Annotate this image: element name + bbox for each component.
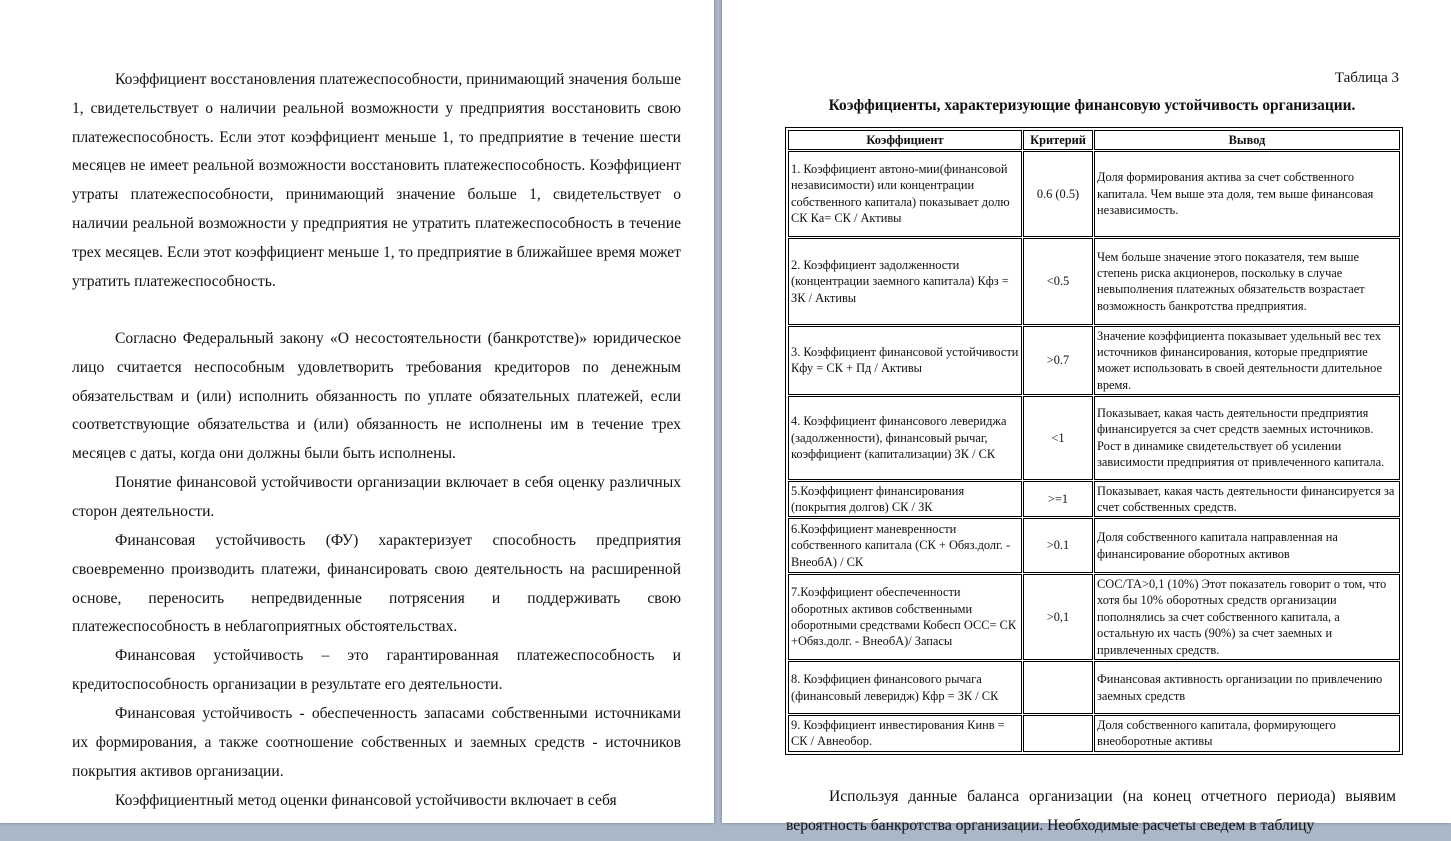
table-row <box>788 326 1400 394</box>
cell-criterion: >0,1 <box>1023 574 1093 661</box>
table-row <box>788 715 1400 752</box>
cell-coefficient: 5.Коэффициент финансирования (покрытия долгов) СК / ЗК <box>788 481 1022 517</box>
header-criterion: Критерий <box>1023 130 1093 150</box>
cell-coefficient: 7.Коэффициент обеспеченности оборотных активов собственными оборотными средствами Кобесп ОСС= СК +Обяз.долг. - ВнеобА)/ Запасы <box>788 574 1022 661</box>
table-row <box>788 396 1400 481</box>
cell-criterion <box>1023 715 1093 752</box>
paragraph-bankruptcy-law: Согласно Федеральный закону «О несостоятельности (банкротстве)» юридическое лицо считается неспособным удовлетворить требования кредиторов по денежным обязательствам и (или) исполнить обязанность по уплате обязательных платежей, если соответствующие обязательства и (или) обязанность не исполнены им в течение трех месяцев с даты, когда они должны были быть исполнены. <box>72 330 681 463</box>
cell-conclusion: Показывает, какая часть деятельности предприятия финансируется за счет средств заемных источников. Рост в динамике свидетельствует об усилении зависимости предприятия от привлеченного капитала. <box>1094 396 1400 481</box>
cell-coefficient: 6.Коэффициент маневренности собственного капитала (СК + Обяз.долг. - ВнеобА) / СК <box>788 518 1022 572</box>
table-title: Коэффициенты, характеризующие финансовую устойчивость организации. <box>828 97 1356 114</box>
table-row <box>788 481 1400 517</box>
table-number-caption: Таблица 3 <box>1334 70 1399 86</box>
cell-conclusion: Значение коэффициента показывает удельный вес тех источников финансирования, которые предприятие может использовать в своей деятельности длительное время. <box>1094 326 1400 394</box>
cell-criterion: >=1 <box>1023 481 1093 517</box>
cell-coefficient: 1. Коэффициент автоно-мии(финансовой независимости) или концентрации собственного капитала) показывает долю СК Ка= СК / Активы <box>788 151 1022 237</box>
table-row <box>788 574 1400 661</box>
cell-conclusion: Доля формирования актива за счет собственного капитала. Чем выше эта доля, тем выше финансовая независимость. <box>1094 151 1400 237</box>
document-page-left <box>0 0 714 823</box>
table-row <box>788 661 1400 713</box>
cell-coefficient: 8. Коэффициен финансового рычага (финансовый левеҏидж) Кфр = ЗК / СК <box>788 661 1022 713</box>
table-row <box>788 238 1400 326</box>
cell-coefficient: 9. Коэффициент инвестирования Кинв = СК / Авнеобор. <box>788 715 1022 752</box>
header-coefficient: Коэффициент <box>788 130 1022 150</box>
header-conclusion: Вывод <box>1094 130 1400 150</box>
cell-coefficient: 3. Коэффициент финансовой устойчивости Кфу = СК + Пд / Активы <box>788 326 1022 394</box>
document-page-right <box>722 0 1451 834</box>
paragraph-reserves-coverage: Финансовая устойчивость - обеспеченность запасами собственными источниками их формирования, а также соотношение собственных и заемных средств - источников покрытия активов организации. <box>72 705 681 780</box>
table-row <box>788 518 1400 572</box>
table-header-row <box>788 130 1400 150</box>
cell-conclusion: Доля собственного капитала направленная на финансирование оборотных активов <box>1094 518 1400 572</box>
cell-conclusion: Доля собственного капитала, формирующего внеоборотные активы <box>1094 715 1400 752</box>
table-row <box>788 151 1400 237</box>
cell-criterion: <0.5 <box>1023 238 1093 326</box>
cell-coefficient: 2. Коэффициент задолженности (концентрации заемного капитала) Кфз = ЗК / Активы <box>788 238 1022 326</box>
cell-criterion: >0.1 <box>1023 518 1093 572</box>
cell-conclusion: Финансовая активность организации по привлечению заемных средств <box>1094 661 1400 713</box>
coefficients-table-frame <box>785 127 1403 755</box>
cell-criterion: >0.7 <box>1023 326 1093 394</box>
paragraph-recovery-coefficient: Коэффициент восстановления платежеспособности, принимающий значения больше 1, свидетельствует о наличии реальной возможности у предприятия восстановить свою платежеспособность. Если этот коэффициент меньше 1, то предприятие в течение шести месяцев не имеет реальной возможности восстановить платежеспособность. Коэффициент утраты платежеспособности, принимающий значение больше 1, свидетельствует о наличии реальной возможности у предприятия не утратить платежеспособность в течение трех месяцев. Если этот коэффициент меньше 1, то предприятие в ближайшее время может утратить платежеспособность. <box>72 71 681 290</box>
paragraph-coefficient-method: Коэффициентный метод оценки финансовой устойчивости включает в себя <box>115 792 617 809</box>
cell-criterion <box>1023 661 1093 713</box>
cell-conclusion: Чем больше значение этого показателя, тем выше степень риска акционеров, поскольку в случае невыполнения платежных обязательств возрастает возможность банкротства предприятия. <box>1094 238 1400 326</box>
cell-criterion: 0.6 (0.5) <box>1023 151 1093 237</box>
cell-conclusion: Показывает, какая часть деятельности финансируется за счет собственных средств. <box>1094 481 1400 517</box>
cell-coefficient: 4. Коэффициент финансового левериджа (задолженности), финансовый рычаг, коэффициент (капитализации) ЗК / СК <box>788 396 1022 481</box>
paragraph-guaranteed-solvency: Финансовая устойчивость – это гарантированная платежеспособность и кредитоспособность организации в результате его деятельности. <box>72 647 681 693</box>
paragraph-balance-analysis: Используя данные баланса организации (на конец отчетного периода) выявим вероятность банкротства организации. Необходимые расчеты сведем в таблицу <box>786 788 1396 834</box>
cell-criterion: <1 <box>1023 396 1093 481</box>
cell-conclusion: СОС/ТА>0,1 (10%) Этот показатель говорит о том, что хотя бы 10% оборотных средств организации пополнялись за счет собственного капитала, а остальную их часть (90%) за счет заемных и привлеченных средств. <box>1094 574 1400 661</box>
coefficients-table <box>787 129 1401 753</box>
paragraph-fu-definition: Финансовая устойчивость (ФУ) характеризует способность предприятия своевременно производить платежи, финансировать свою деятельность на расширенной основе, переносить непредвиденные потрясения и поддерживать свою платежеспособность в неблагоприятных обстоятельствах. <box>72 532 681 636</box>
paragraph-stability-concept: Понятие финансовой устойчивости организации включает в себя оценку различных сторон деятельности. <box>72 474 681 520</box>
